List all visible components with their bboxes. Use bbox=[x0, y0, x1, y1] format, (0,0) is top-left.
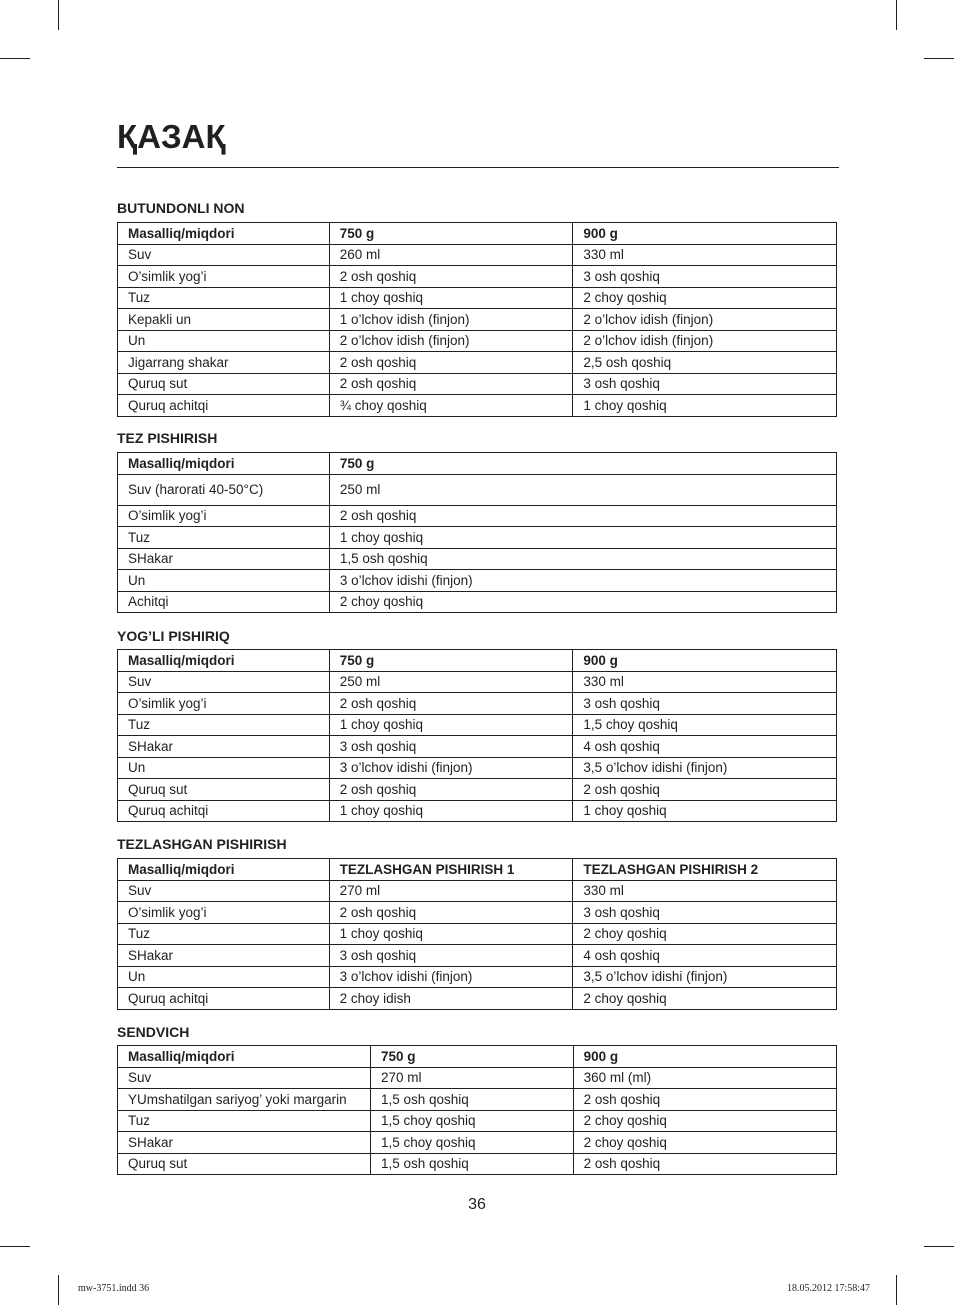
table-cell: 2 osh qoshiq bbox=[573, 1089, 836, 1111]
crop-mark bbox=[924, 1246, 954, 1247]
table-cell: 3,5 o’lchov idishi (finjon) bbox=[573, 757, 837, 779]
table-row bbox=[118, 505, 837, 527]
table-row bbox=[118, 880, 837, 902]
table-cell: 2 o’lchov idish (finjon) bbox=[329, 330, 573, 352]
table-cell: 2 choy qoshiq bbox=[573, 988, 837, 1010]
table-row bbox=[118, 330, 837, 352]
recipe-table-yogli-pishiriq bbox=[117, 649, 837, 822]
table-cell: Un bbox=[118, 330, 330, 352]
table-cell: 2 choy qoshiq bbox=[573, 1132, 836, 1154]
table-header-row bbox=[118, 223, 837, 245]
table-row bbox=[118, 287, 837, 309]
table-cell: 2 choy qoshiq bbox=[573, 923, 837, 945]
table-row bbox=[118, 671, 837, 693]
table-cell: 270 ml bbox=[370, 1067, 573, 1089]
table-row bbox=[118, 1067, 837, 1089]
page-number: 36 bbox=[468, 1196, 486, 1213]
title-divider bbox=[117, 167, 839, 168]
table-cell: 1,5 choy qoshiq bbox=[573, 714, 837, 736]
table-cell: 3 osh qoshiq bbox=[573, 266, 837, 288]
table-cell: Achitqi bbox=[118, 591, 330, 613]
table-cell: 2 osh qoshiq bbox=[329, 779, 573, 801]
table-cell: 2 osh qoshiq bbox=[329, 693, 573, 715]
table-cell: 2 osh qoshiq bbox=[329, 352, 573, 374]
table-cell: SHakar bbox=[118, 1132, 371, 1154]
table-row bbox=[118, 800, 837, 822]
table-row bbox=[118, 714, 837, 736]
print-slug-file: mw-3751.indd 36 bbox=[78, 1283, 150, 1294]
table-row bbox=[118, 266, 837, 288]
crop-mark bbox=[58, 0, 59, 30]
header-cell: TEZLASHGAN PISHIRISH 2 bbox=[573, 859, 837, 881]
table-cell: Suv bbox=[118, 880, 330, 902]
crop-mark bbox=[896, 1275, 897, 1305]
table-cell: Un bbox=[118, 966, 330, 988]
print-slug-date: 18.05.2012 17:58:47 bbox=[786, 1283, 870, 1294]
table-cell: 3 o’lchov idishi (finjon) bbox=[329, 966, 573, 988]
table-cell: 2 choy qoshiq bbox=[573, 287, 837, 309]
table-cell: 1 o’lchov idish (finjon) bbox=[329, 309, 573, 331]
table-cell: 1 choy qoshiq bbox=[329, 800, 573, 822]
table-row bbox=[118, 1153, 837, 1175]
table-cell: 260 ml bbox=[329, 244, 573, 266]
table-row bbox=[118, 1110, 837, 1132]
table-cell: 360 ml (ml) bbox=[573, 1067, 836, 1089]
table-cell: 1 choy qoshiq bbox=[573, 395, 837, 417]
table-cell: 1,5 choy qoshiq bbox=[370, 1110, 573, 1132]
table-cell: YUmshatilgan sariyog’ yoki margarin bbox=[118, 1089, 371, 1111]
table-cell: Un bbox=[118, 570, 330, 592]
table-cell: SHakar bbox=[118, 736, 330, 758]
table-cell: 4 osh qoshiq bbox=[573, 945, 837, 967]
table-row bbox=[118, 757, 837, 779]
table-cell: 3 osh qoshiq bbox=[329, 945, 573, 967]
table-row bbox=[118, 395, 837, 417]
table-row bbox=[118, 693, 837, 715]
table-header-row bbox=[118, 1046, 837, 1068]
table-row bbox=[118, 352, 837, 374]
recipe-table-tezlashgan-pishirish bbox=[117, 858, 837, 1010]
table-cell: 330 ml bbox=[573, 880, 837, 902]
section-title: TEZ PISHIRISH bbox=[117, 430, 218, 446]
table-cell: 2,5 osh qoshiq bbox=[573, 352, 837, 374]
table-cell: 3,5 o’lchov idishi (finjon) bbox=[573, 966, 837, 988]
table-cell: 2 o’lchov idish (finjon) bbox=[573, 330, 837, 352]
header-cell: TEZLASHGAN PISHIRISH 1 bbox=[329, 859, 573, 881]
table-cell: Suv bbox=[118, 671, 330, 693]
table-cell: 3 o’lchov idishi (finjon) bbox=[329, 757, 573, 779]
table-cell: Tuz bbox=[118, 923, 330, 945]
header-cell: 900 g bbox=[573, 1046, 836, 1068]
header-cell: 750 g bbox=[370, 1046, 573, 1068]
table-cell: SHakar bbox=[118, 548, 330, 570]
header-cell: 750 g bbox=[329, 223, 573, 245]
table-row bbox=[118, 373, 837, 395]
table-row bbox=[118, 966, 837, 988]
table-cell: Tuz bbox=[118, 527, 330, 549]
section-title: TEZLASHGAN PISHIRISH bbox=[117, 836, 287, 852]
table-row bbox=[118, 548, 837, 570]
table-cell: 2 choy qoshiq bbox=[573, 1110, 836, 1132]
table-row bbox=[118, 474, 837, 505]
table-cell: Tuz bbox=[118, 714, 330, 736]
header-cell: Masalliq/miqdori bbox=[118, 859, 330, 881]
table-row bbox=[118, 591, 837, 613]
table-cell: 2 osh qoshiq bbox=[573, 1153, 836, 1175]
table-cell: Suv (harorati 40-50°C) bbox=[118, 474, 330, 505]
section-title: YOG’LI PISHIRIQ bbox=[117, 628, 230, 644]
header-cell: Masalliq/miqdori bbox=[118, 650, 330, 672]
header-cell: 900 g bbox=[573, 650, 837, 672]
table-cell: 2 osh qoshiq bbox=[329, 373, 573, 395]
table-row bbox=[118, 945, 837, 967]
recipe-table-tez-pishirish bbox=[117, 452, 837, 613]
header-cell: 750 g bbox=[329, 650, 573, 672]
table-cell: 3 o’lchov idishi (finjon) bbox=[329, 570, 836, 592]
table-cell: Quruq achitqi bbox=[118, 395, 330, 417]
table-cell: 4 osh qoshiq bbox=[573, 736, 837, 758]
crop-mark bbox=[0, 58, 30, 59]
table-row bbox=[118, 988, 837, 1010]
table-cell: 3 osh qoshiq bbox=[329, 736, 573, 758]
table-cell: Tuz bbox=[118, 287, 330, 309]
table-cell: O’simlik yog’i bbox=[118, 693, 330, 715]
header-cell: Masalliq/miqdori bbox=[118, 453, 330, 475]
section-title: BUTUNDONLI NON bbox=[117, 200, 245, 216]
crop-mark bbox=[896, 0, 897, 30]
table-row bbox=[118, 1132, 837, 1154]
table-cell: 1 choy qoshiq bbox=[329, 527, 836, 549]
recipe-table-butundonli-non bbox=[117, 222, 837, 417]
table-cell: 2 osh qoshiq bbox=[329, 902, 573, 924]
table-cell: 2 choy idish bbox=[329, 988, 573, 1010]
table-cell: Quruq sut bbox=[118, 779, 330, 801]
table-cell: Quruq achitqi bbox=[118, 800, 330, 822]
header-cell: Masalliq/miqdori bbox=[118, 223, 330, 245]
table-cell: Suv bbox=[118, 244, 330, 266]
table-row bbox=[118, 570, 837, 592]
table-cell: 3 osh qoshiq bbox=[573, 902, 837, 924]
table-cell: O’simlik yog’i bbox=[118, 266, 330, 288]
table-row bbox=[118, 527, 837, 549]
table-row bbox=[118, 779, 837, 801]
table-cell: 250 ml bbox=[329, 671, 573, 693]
table-cell: 1 choy qoshiq bbox=[329, 923, 573, 945]
table-cell: 330 ml bbox=[573, 671, 837, 693]
header-cell: 750 g bbox=[329, 453, 836, 475]
table-cell: 250 ml bbox=[329, 474, 836, 505]
table-cell: 330 ml bbox=[573, 244, 837, 266]
table-cell: Quruq sut bbox=[118, 373, 330, 395]
table-cell: 1 choy qoshiq bbox=[329, 287, 573, 309]
table-cell: Quruq sut bbox=[118, 1153, 371, 1175]
table-cell: 1,5 osh qoshiq bbox=[370, 1153, 573, 1175]
table-cell: Jigarrang shakar bbox=[118, 352, 330, 374]
table-cell: 1,5 osh qoshiq bbox=[370, 1089, 573, 1111]
table-cell: Quruq achitqi bbox=[118, 988, 330, 1010]
table-cell: O’simlik yog’i bbox=[118, 902, 330, 924]
table-cell: 1,5 choy qoshiq bbox=[370, 1132, 573, 1154]
table-cell: 2 osh qoshiq bbox=[573, 779, 837, 801]
table-row bbox=[118, 902, 837, 924]
table-cell: Un bbox=[118, 757, 330, 779]
table-cell: 2 o’lchov idish (finjon) bbox=[573, 309, 837, 331]
table-cell: 1,5 osh qoshiq bbox=[329, 548, 836, 570]
table-row bbox=[118, 309, 837, 331]
header-cell: Masalliq/miqdori bbox=[118, 1046, 371, 1068]
table-cell: 3 osh qoshiq bbox=[573, 373, 837, 395]
table-cell: 270 ml bbox=[329, 880, 573, 902]
page-title: ҚАЗАҚ bbox=[117, 118, 226, 155]
table-cell: 1 choy qoshiq bbox=[329, 714, 573, 736]
table-row bbox=[118, 244, 837, 266]
table-header-row bbox=[118, 650, 837, 672]
table-row bbox=[118, 1089, 837, 1111]
header-cell: 900 g bbox=[573, 223, 837, 245]
table-cell: O’simlik yog’i bbox=[118, 505, 330, 527]
crop-mark bbox=[924, 58, 954, 59]
table-cell: 1 choy qoshiq bbox=[573, 800, 837, 822]
table-cell: ¾ choy qoshiq bbox=[329, 395, 573, 417]
table-cell: Kepakli un bbox=[118, 309, 330, 331]
recipe-table-sendvich bbox=[117, 1045, 837, 1175]
table-cell: 2 osh qoshiq bbox=[329, 266, 573, 288]
table-cell: Tuz bbox=[118, 1110, 371, 1132]
section-title: SENDVICH bbox=[117, 1024, 190, 1040]
table-cell: SHakar bbox=[118, 945, 330, 967]
table-header-row bbox=[118, 859, 837, 881]
crop-mark bbox=[0, 1246, 30, 1247]
table-cell: 2 osh qoshiq bbox=[329, 505, 836, 527]
table-cell: 2 choy qoshiq bbox=[329, 591, 836, 613]
table-cell: Suv bbox=[118, 1067, 371, 1089]
table-header-row bbox=[118, 453, 837, 475]
table-row bbox=[118, 923, 837, 945]
table-cell: 3 osh qoshiq bbox=[573, 693, 837, 715]
table-row bbox=[118, 736, 837, 758]
crop-mark bbox=[58, 1275, 59, 1305]
